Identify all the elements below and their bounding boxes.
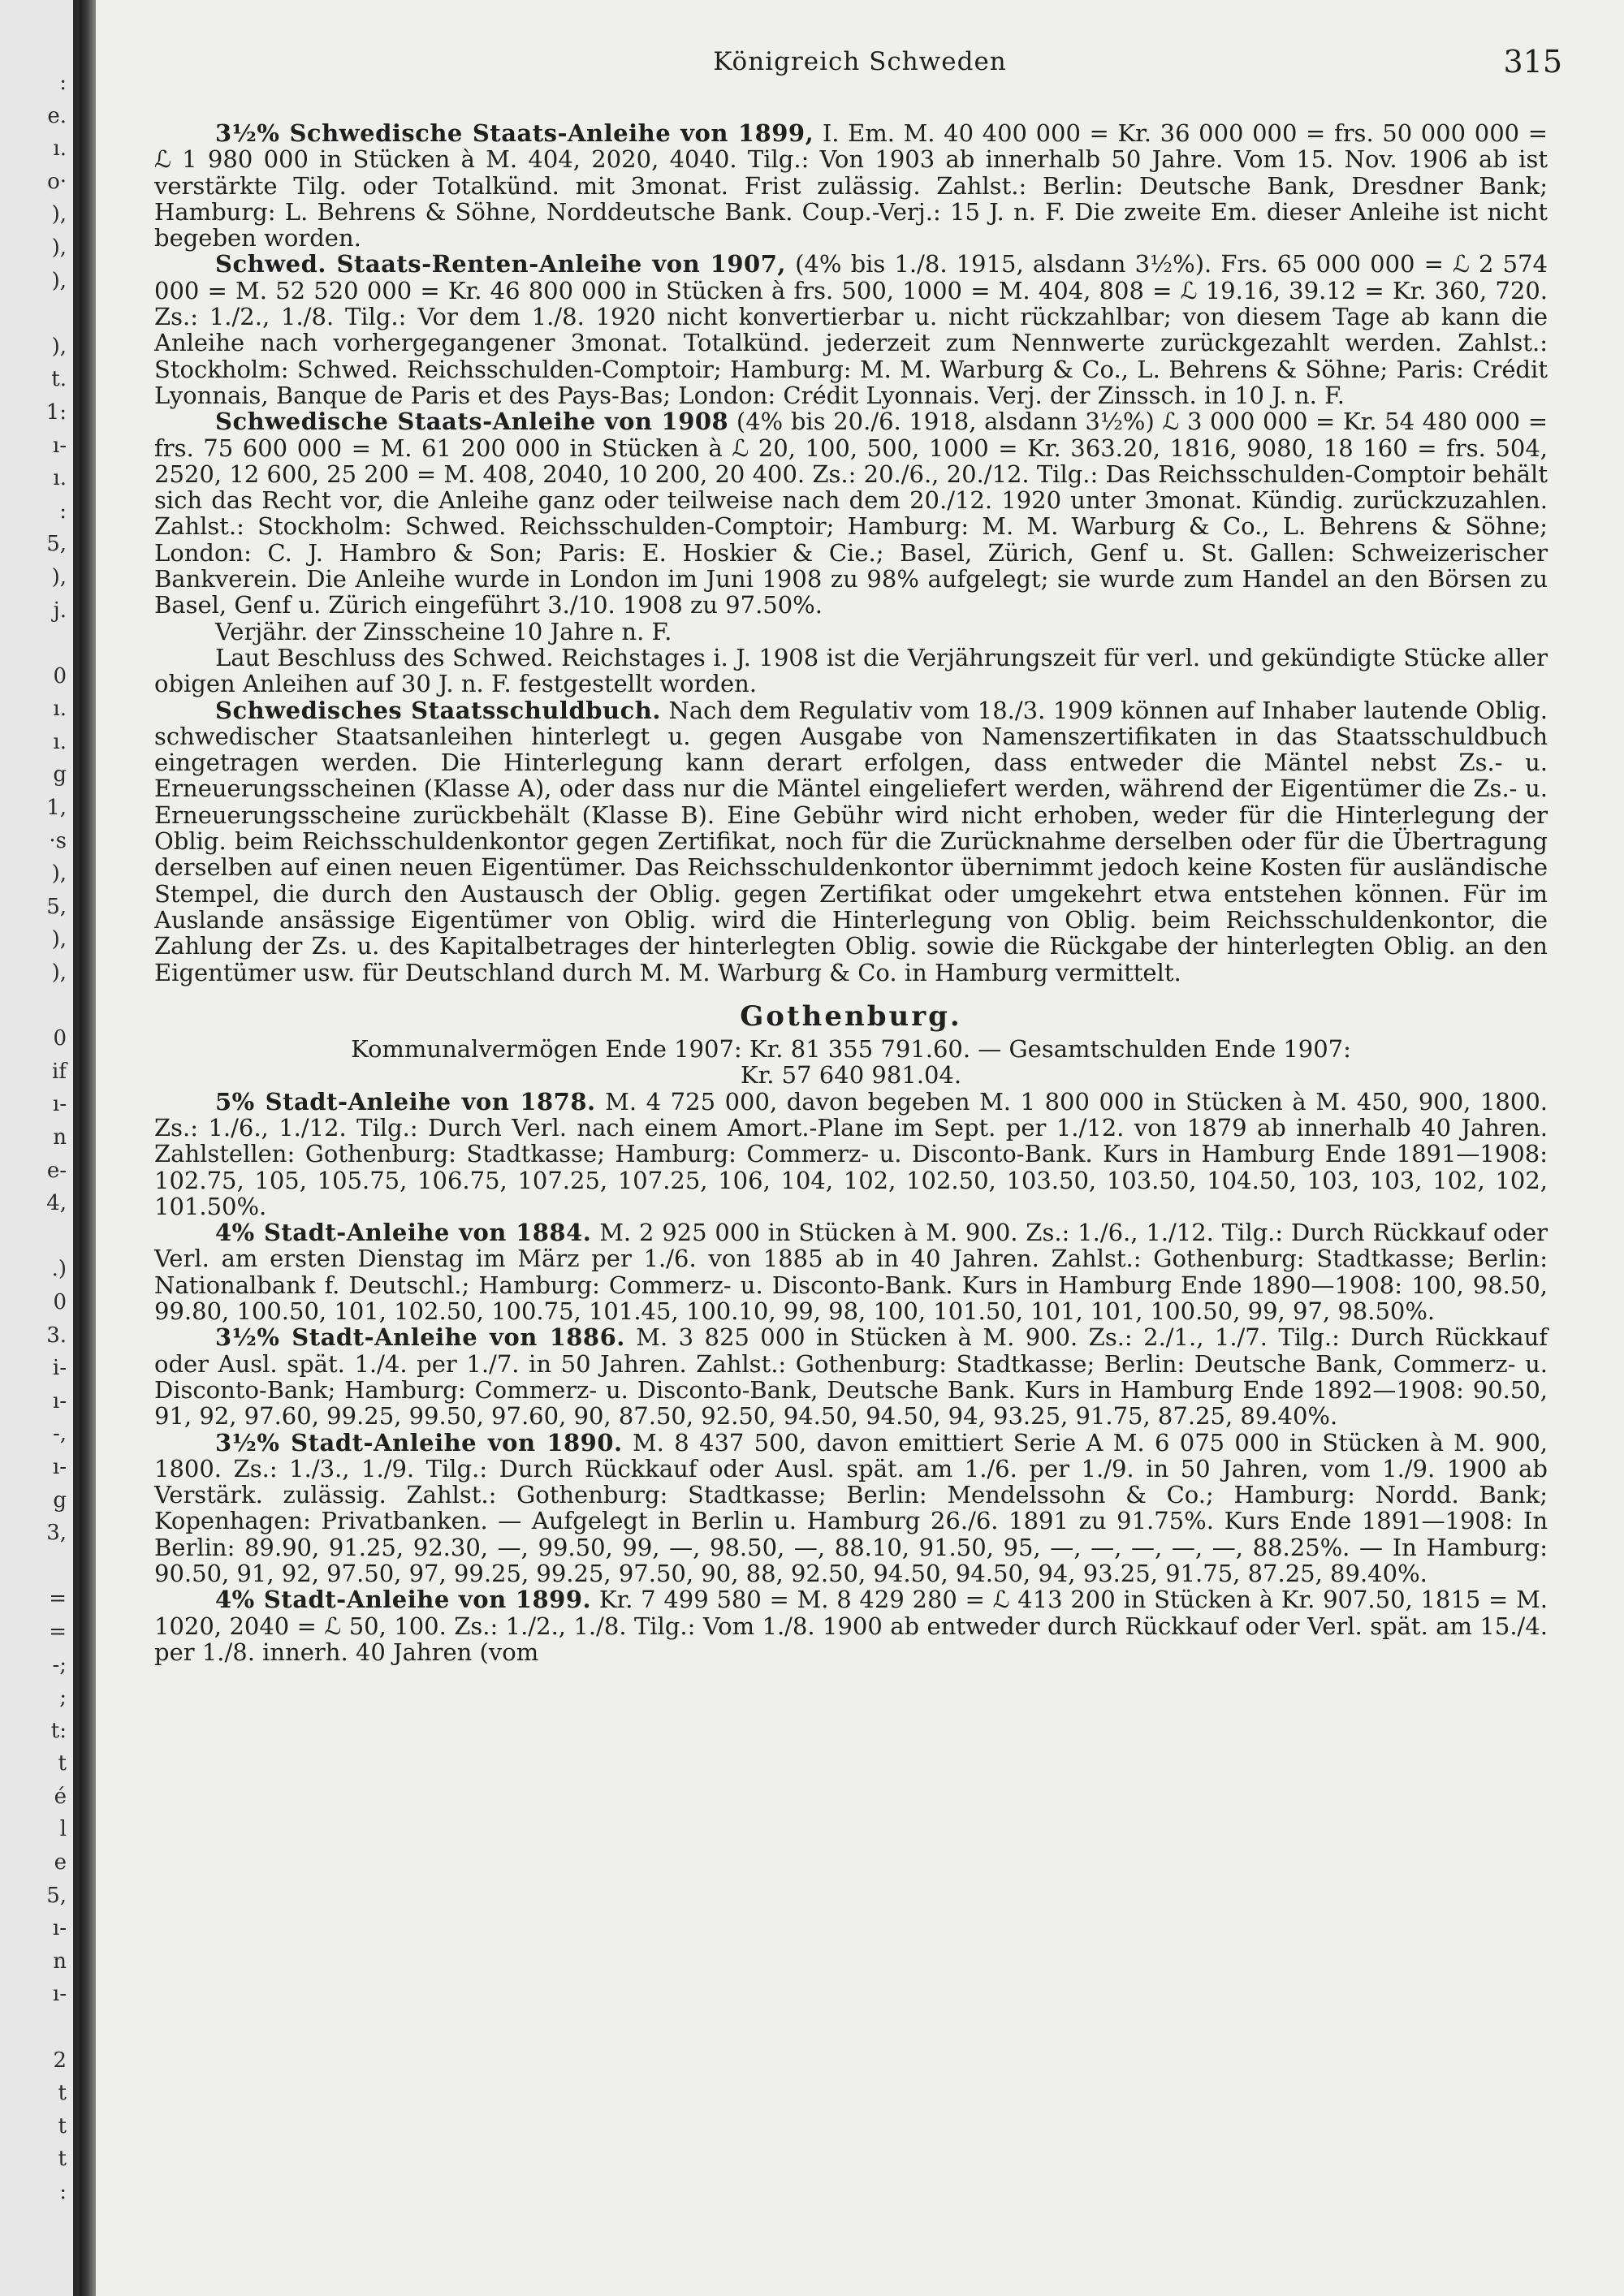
entry-title: Schwedische Staats-Anleihe von 1908 bbox=[215, 408, 729, 436]
entry-title: Schwedisches Staatsschuldbuch. bbox=[215, 696, 661, 724]
entry-body: Nach dem Regulativ vom 18./3. 1909 können auf Inhaber lautende Oblig. schwedischer Staatsanleihen hinterlegt u. gegen Ausgabe von Namenszertifikaten in das Staatsschuldbuch eingetragen werden. Die Hinterlegung kann derart erfolgen, dass entweder die Mäntel nebst Zs.- u. Erneuerungsscheinen (Klasse A), oder dass nur die Mäntel eingeliefert werden, während der Eigentümer die Zs.- u. Erneuerungsscheine zurückbehält (Klasse B). Eine Gebühr wird nicht erhoben, weder für die Hinterlegung der Oblig. beim Reichsschuldenkontor gegen Zertifikat, noch für die Zurücknahme derselben oder für die Übertragung derselben auf einen neuen Eigentümer. Das Reichsschuldenkontor übernimmt jedoch keine Kosten für ausländische Stempel, die durch den Austausch der Oblig. gegen Zertifikat oder umgekehrt etwa entstehen können. Für im Auslande ansässige Eigentümer von Oblig. wird die Hinterlegung von Oblig. beim Reichsschuldenkontor, die Zahlung der Zs. u. des Kapitalbetrages der hinterlegten Oblig. sowie die Rückgabe der hinterlegten Oblig. an den Eigentümer usw. für Deutschland durch M. M. Warburg & Co. in Hamburg vermittelt. bbox=[154, 696, 1548, 986]
entry-title: 4% Stadt-Anleihe von 1884. bbox=[215, 1219, 592, 1247]
entry-title: 5% Stadt-Anleihe von 1878. bbox=[215, 1087, 596, 1116]
page-header bbox=[96, 44, 1624, 88]
entry-title: 3½% Stadt-Anleihe von 1886. bbox=[215, 1323, 625, 1352]
entry-body: (4% bis 1./8. 1915, alsdann 3½%). Frs. 65 000 000 = ℒ 2 574 000 = M. 52 520 000 = Kr. 46 800 000 in Stücken à frs. 500, 1000 = M. 404, 808 = ℒ 19.16, 39.12 = Kr. 360, 720. Zs.: 1./2., 1./8. Tilg.: Vor dem 1./8. 1920 nicht konvertierbar u. nicht rückzahlbar; von diesem Tage ab kann die Anleihe nach vorhergegangener 3monat. Totalkünd. jederzeit zum Nennwerte zurückgezahlt werden. Zahlst.: Stockholm: Schwed. Reichsschulden-Comptoir; Hamburg: M. M. Warburg & Co., L. Behrens & Söhne; Paris: Crédit Lyonnais, Banque de Paris et des Pays-Bas; London: Crédit Lyonnais. Verj. der Zinssch. in 10 J. n. F. bbox=[154, 250, 1548, 409]
note-reichstag-beschluss: Laut Beschluss des Schwed. Reichstages i. J. 1908 ist die Verjährungszeit für verl. und gekündigte Stücke aller obigen Anleihen auf 30 J. n. F. festgestellt worden. bbox=[154, 643, 1548, 698]
entry-title: 3½% Stadt-Anleihe von 1890. bbox=[215, 1428, 623, 1457]
entry-gothenburg-1884 bbox=[154, 1219, 1548, 1324]
entry-body: M. 8 437 500, davon emittiert Serie A M. 6 075 000 in Stücken à M. 900, 1800. Zs.: 1./3., 1./9. Tilg.: Durch Rückkauf oder Ausl. spät. am 1./6. per 1./9. in 50 Jahren, vom 1./9. 1900 ab Verstärk. zulässig. Zahlst.: Gothenburg: Stadtkasse; Berlin: Mendelssohn & Co.; Hamburg: Nordd. Bank; Kopenhagen: Privatbanken. — Aufgelegt in Berlin u. Hamburg 26./6. 1891 zu 91.75%. Kurs Ende 1891—1908: In Berlin: 89.90, 91.25, 92.30, —, 99.50, 99, —, 98.50, —, 88.10, 91.50, 95, —, —, —, —, —, 88.25%. — In Hamburg: 90.50, 91, 92, 97.50, 97, 99.25, 99.25, 97.50, 90, 88, 92.50, 94.50, 94.50, 94, 93.25, 91.75, 87.25, 89.40%. bbox=[154, 1428, 1548, 1588]
entry-1907-renten-anleihe bbox=[154, 251, 1548, 408]
entry-body: Kr. 7 499 580 = M. 8 429 280 = ℒ 413 200 in Stücken à Kr. 907.50, 1815 = M. 1020, 2040 = ℒ 50, 100. Zs.: 1./2., 1./8. Tilg.: Vom 1./8. 1900 ab entweder durch Rückkauf oder Verl. spät. am 15./4. per 1./8. innerh. 40 Jahren (vom bbox=[154, 1586, 1548, 1666]
entry-gothenburg-1878 bbox=[154, 1089, 1548, 1219]
entry-title: Schwed. Staats-Renten-Anleihe von 1907, bbox=[215, 250, 786, 278]
gothenburg-summary-line-1: Kommunalvermögen Ende 1907: Kr. 81 355 791.60. — Gesamtschulden Ende 1907: bbox=[351, 1035, 1351, 1064]
entry-staatsschuldbuch bbox=[154, 697, 1548, 986]
entry-gothenburg-1899 bbox=[154, 1586, 1548, 1665]
entry-body: I. Em. M. 40 400 000 = Kr. 36 000 000 = frs. 50 000 000 = ℒ 1 980 000 in Stücken à M. 404, 2020, 4040. Tilg.: Von 1903 ab innerhalb 50 Jahre. Vom 15. Nov. 1906 ab ist verstärkte Tilg. oder Totalkünd. mit 3monat. Frist zulässig. Zahlst.: Berlin: Deutsche Bank, Dresdner Bank; Hamburg: L. Behrens & Söhne, Norddeutsche Bank. Coup.-Verj.: 15 J. n. F. Die zweite Em. dieser Anleihe ist nicht begeben worden. bbox=[154, 119, 1548, 252]
book-gutter bbox=[80, 0, 96, 2296]
page-body bbox=[154, 120, 1548, 1665]
entry-1899-staats-anleihe bbox=[154, 120, 1548, 251]
entry-body: M. 3 825 000 in Stücken à M. 900. Zs.: 2./1., 1./7. Tilg.: Durch Rückkauf oder Ausl. spät. 1./4. per 1./7. in 50 Jahren. Zahlst.: Gothenburg: Stadtkasse; Berlin: Deutsche Bank, Commerz- u. Disconto-Bank; Hamburg: Commerz- u. Disconto-Bank, Deutsche Bank. Kurs in Hamburg Ende 1892—1908: 90.50, 91, 92, 97.60, 99.25, 99.50, 97.60, 90, 87.50, 92.50, 94.50, 94.50, 94, 93.25, 91.75, 87.25, 89.40%. bbox=[154, 1323, 1548, 1431]
entry-body: (4% bis 20./6. 1918, alsdann 3½%) ℒ 3 000 000 = Kr. 54 480 000 = frs. 75 600 000 = M. 61 200 000 in Stücken à ℒ 20, 100, 500, 1000 = Kr. 363.20, 1816, 9080, 18 160 = frs. 504, 2520, 12 600, 25 200 = M. 408, 2040, 10 200, 20 400. Zs.: 20./6., 20./12. Tilg.: Das Reichsschulden-Comptoir behält sich das Recht vor, die Anleihe ganz oder teilweise nach dem 20./12. 1920 unter 3monat. Kündig. zurückzuzahlen. Zahlst.: Stockholm: Schwed. Reichsschulden-Comptoir; Hamburg: M. M. Warburg & Co., L. Behrens & Söhne; London: C. J. Hambro & Son; Paris: E. Hoskier & Cie.; Basel, Zürich, Genf u. St. Gallen: Schweizerischer Bankverein. Die Anleihe wurde in London im Juni 1908 zu 98% aufgelegt; sie wurde zum Handel an den Börsen zu Basel, Genf u. Zürich eingeführt 3./10. 1908 zu 97.50%. bbox=[154, 408, 1548, 619]
entry-1908-staats-anleihe bbox=[154, 408, 1548, 618]
entry-gothenburg-1890 bbox=[154, 1430, 1548, 1587]
entry-title: 4% Stadt-Anleihe von 1899. bbox=[215, 1586, 592, 1614]
entry-body: M. 2 925 000 in Stücken à M. 900. Zs.: 1./6., 1./12. Tilg.: Durch Rückkauf oder Verl. am ersten Dienstag im März per 1./6. von 1885 ab in 40 Jahren. Zahlst.: Gothenburg: Stadtkasse; Berlin: Nationalbank f. Deutschl.; Hamburg: Commerz- u. Disconto-Bank. Kurs in Hamburg Ende 1890—1908: 100, 98.50, 99.80, 100.50, 101, 102.50, 100.75, 101.45, 100.10, 99, 98, 100, 101.50, 101, 101, 100.50, 99, 97, 98.50%. bbox=[154, 1219, 1548, 1326]
gothenburg-summary-line-2: Kr. 57 640 981.04. bbox=[740, 1061, 962, 1090]
section-heading-gothenburg: Gothenburg. bbox=[740, 999, 962, 1033]
previous-page-text-fragments: : e. ı. o· ), ), ), ), t. 1: ı- ı. : 5, ), j. 0 ı. ı. g 1, ·s ), 5, ), ), 0 if ı- n e- 4, .) 0 3. i- ı- -, ı- g 3, = = -; ; t: t é l e 5, ı- n ı- 2 t t t : bbox=[45, 71, 67, 2204]
running-head: Königreich Schweden bbox=[713, 47, 1007, 76]
entry-gothenburg-1886 bbox=[154, 1324, 1548, 1429]
previous-page-edge bbox=[0, 0, 80, 2296]
page-number: 315 bbox=[1503, 44, 1562, 80]
entry-body: M. 4 725 000, davon begeben M. 1 800 000 in Stücken à M. 450, 900, 1800. Zs.: 1./6., 1./12. Tilg.: Durch Verl. nach einem Amort.-Plane im Sept. per 1./12. von 1879 ab innerhalb 40 Jahren. Zahlstellen: Gothenburg: Stadtkasse; Hamburg: Commerz- u. Disconto-Bank. Kurs in Hamburg Ende 1891—1908: 102.75, 105, 105.75, 106.75, 107.25, 107.25, 106, 104, 102, 102.50, 103.50, 103.50, 104.50, 103, 103, 102, 102, 101.50%. bbox=[154, 1087, 1548, 1220]
book-page bbox=[96, 0, 1624, 2296]
note-verjaehrung: Verjähr. der Zinsscheine 10 Jahre n. F. bbox=[215, 617, 672, 645]
entry-title: 3½% Schwedische Staats-Anleihe von 1899, bbox=[215, 119, 814, 147]
